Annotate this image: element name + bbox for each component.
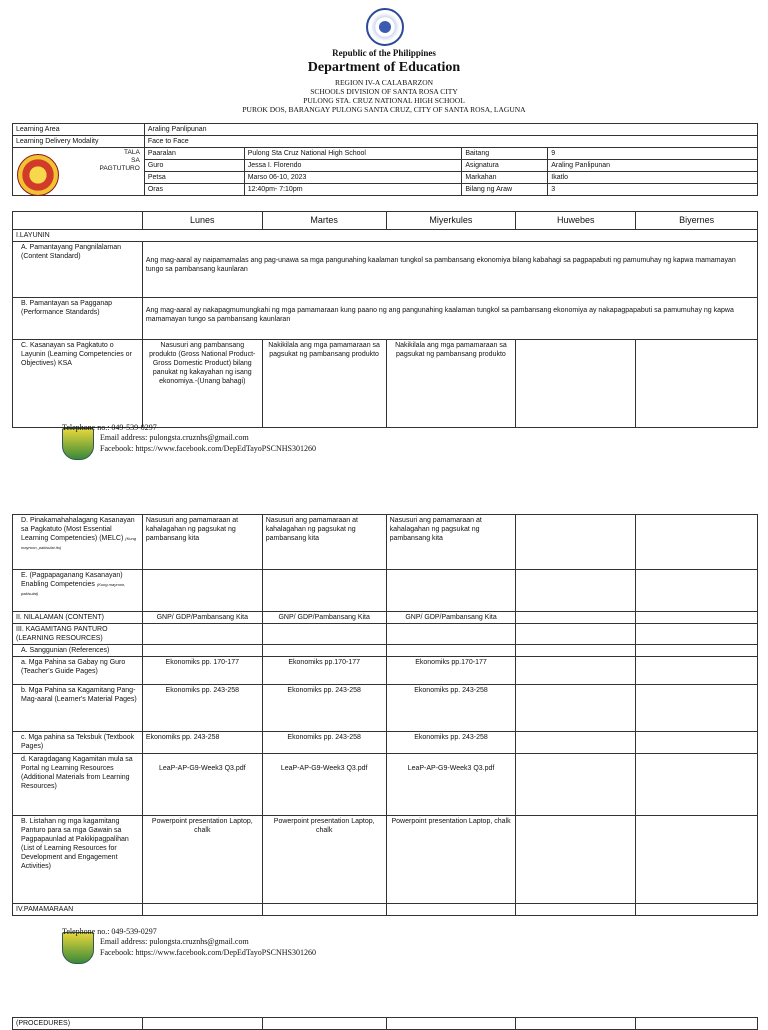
footer-facebook-2: Facebook: https://www.facebook.com/DepEdTayoPSCNHS301260 <box>100 948 317 957</box>
paaralan-value: Pulong Sta Cruz National High School <box>244 148 462 160</box>
guro-label: Guro <box>144 160 244 172</box>
footer-email-2: Email address: pulongsta.cruznhs@gmail.com <box>100 937 249 946</box>
division-line: SCHOOLS DIVISION OF SANTA ROSA CITY <box>310 87 458 96</box>
kagamitan-label: III. KAGAMITANG PANTURO (LEARNING RESOURCES) <box>13 624 143 645</box>
teachers-guide-martes: Ekonomiks pp.170-177 <box>262 657 386 685</box>
textbook-miyerkules: Ekonomiks pp. 243-258 <box>386 732 516 754</box>
additional-materials-lunes: LeaP-AP-G9-Week3 Q3.pdf <box>142 754 262 816</box>
competencies-label: C. Kasanayan sa Pagkatuto o Layunin (Learning Competencies or Objectives) KSA <box>13 340 143 428</box>
day-header-huwebes: Huwebes <box>516 212 636 230</box>
additional-materials-miyerkules: LeaP-AP-G9-Week3 Q3.pdf <box>386 754 516 816</box>
deped-seal <box>366 8 404 46</box>
teachers-guide-miyerkules: Ekonomiks pp.170-177 <box>386 657 516 685</box>
department-title: Department of Education <box>307 60 461 75</box>
teachers-guide-label: a. Mga Pahina sa Gabay ng Guro (Teacher's Guide Pages) <box>13 657 143 685</box>
oras-value: 12:40pm- 7:10pm <box>244 184 462 196</box>
learning-area-label: Learning Area <box>13 124 145 136</box>
melc-martes: Nasusuri ang pamamaraan at kahalagahan ng pagsukat ng pambansang kita <box>262 515 386 570</box>
bilang-value: 3 <box>548 184 758 196</box>
lesson-table-1 <box>12 211 758 428</box>
lesson-table-2 <box>12 514 758 916</box>
learners-material-martes: Ekonomiks pp. 243-258 <box>262 685 386 732</box>
resources-list-martes: Powerpoint presentation Laptop, chalk <box>262 816 386 904</box>
footer-telephone: Telephone no.: 049-539-0297 <box>62 423 157 432</box>
content-standard-text: Ang mag-aaral ay naipamamalas ang pag-unawa sa mga pangunahing kaalaman tungkol sa pambansang ekonomiya bilang kabahagi sa pagpapabuti ng pamumuhay ng kapwa mamamayan tungo sa pambansang kaunlaran <box>142 242 757 298</box>
resources-list-label: B. Listahan ng mga kagamitang Panturo para sa mga Gawain sa Pagpapaunlad at Pakikipagpalihan (List of Learning Resources for Development and Engagement Activities) <box>13 816 143 904</box>
footer-email: Email address: pulongsta.cruznhs@gmail.com <box>100 433 249 442</box>
competencies-miyerkules: Nakikilala ang mga pamamaraan sa pagsukat ng pambansang produkto <box>386 340 516 428</box>
nilalaman-lunes: GNP/ GDP/Pambansang Kita <box>142 612 262 624</box>
markahan-label: Markahan <box>462 172 548 184</box>
asignatura-label: Asignatura <box>462 160 548 172</box>
nilalaman-miyerkules: GNP/ GDP/Pambansang Kita <box>386 612 516 624</box>
competencies-biyernes <box>636 340 758 428</box>
learning-area-value: Araling Panlipunan <box>144 124 757 136</box>
melc-lunes: Nasusuri ang pamamaraan at kahalagahan ng pagsukat ng pambansang kita <box>142 515 262 570</box>
additional-materials-label: d. Karagdagang Kagamitan mula sa Portal ng Learning Resources (Additional Materials from Learning Resources) <box>13 754 143 816</box>
petsa-value: Marso 06-10, 2023 <box>244 172 462 184</box>
baitang-value: 9 <box>548 148 758 160</box>
teachers-guide-lunes: Ekonomiks pp. 170-177 <box>142 657 262 685</box>
guro-value: Jessa I. Florendo <box>244 160 462 172</box>
layunin-heading: I.LAYUNIN <box>13 230 758 242</box>
textbook-label: c. Mga pahina sa Teksbuk (Textbook Pages) <box>13 732 143 754</box>
school-line: PULONG STA. CRUZ NATIONAL HIGH SCHOOL <box>303 96 465 105</box>
day-header-lunes: Lunes <box>142 212 262 230</box>
address-line: PUROK DOS, BARANGAY PULONG SANTA CRUZ, CITY OF SANTA ROSA, LAGUNA <box>242 105 526 114</box>
learners-material-miyerkules: Ekonomiks pp. 243-258 <box>386 685 516 732</box>
content-standard-label: A. Pamantayang Pangnilalaman (Content Standard) <box>13 242 143 298</box>
melc-miyerkules: Nasusuri ang pamamaraan at kahalagahan ng pagsukat ng pambansang kita <box>386 515 516 570</box>
markahan-value: Ikatlo <box>548 172 758 184</box>
day-header-martes: Martes <box>262 212 386 230</box>
enabling-label: E. (Pagpapaganang Kasanayan) Enabling Competencies (Kung mayroon, pakisulat) <box>13 570 143 612</box>
learners-material-label: b. Mga Pahina sa Kagamitang Pang-Mag-aaral (Learner's Material Pages) <box>13 685 143 732</box>
competencies-huwebes <box>516 340 636 428</box>
paaralan-label: Paaralan <box>144 148 244 160</box>
procedures-label: (PROCEDURES) <box>13 1018 143 1030</box>
nilalaman-martes: GNP/ GDP/Pambansang Kita <box>262 612 386 624</box>
modality-label: Learning Delivery Modality <box>13 136 145 148</box>
modality-value: Face to Face <box>144 136 757 148</box>
republic-line: Republic of the Philippines <box>332 48 436 58</box>
region-line: REGION IV-A CALABARZON <box>334 78 434 87</box>
footer-telephone-2: Telephone no.: 049-539-0297 <box>62 927 157 936</box>
competencies-lunes: Nasusuri ang pambansang produkto (Gross National Product-Gross Domestic Product) bilang panukat ng kakayahan ng isang ekonomiya.-(Unang bahagi) <box>142 340 262 428</box>
asignatura-value: Araling Panlipunan <box>548 160 758 172</box>
sanggunian-label: A. Sanggunian (References) <box>13 645 143 657</box>
day-header-biyernes: Biyernes <box>636 212 758 230</box>
additional-materials-martes: LeaP-AP-G9-Week3 Q3.pdf <box>262 754 386 816</box>
school-logo <box>17 154 59 196</box>
nilalaman-label: II. NILALAMAN (CONTENT) <box>13 612 143 624</box>
competencies-martes: Nakikilala ang mga pamamaraan sa pagsukat ng pambansang produkto <box>262 340 386 428</box>
footer-facebook: Facebook: https://www.facebook.com/DepEdTayoPSCNHS301260 <box>100 444 317 453</box>
melc-label: D. Pinakamahahalagang Kasanayan sa Pagkatuto (Most Essential Learning Competencies) (MELC) (Kung mayroon, pakisulat ito) <box>13 515 143 570</box>
learners-material-lunes: Ekonomiks pp. 243-258 <box>142 685 262 732</box>
performance-standard-label: B. Pamantayan sa Pagganap (Performance Standards) <box>13 298 143 340</box>
day-header-miyerkules: Miyerkules <box>386 212 516 230</box>
tala-label: TALA SA PAGTUTURO <box>99 149 140 172</box>
pamamaraan-label: IV.PAMAMARAAN <box>13 904 143 916</box>
info-table <box>12 123 758 196</box>
day-header-empty <box>13 212 143 230</box>
textbook-lunes: Ekonomiks pp. 243-258 <box>142 732 262 754</box>
resources-list-miyerkules: Powerpoint presentation Laptop, chalk <box>386 816 516 904</box>
days-header-row <box>13 212 758 230</box>
school-logo-cell <box>13 148 145 196</box>
baitang-label: Baitang <box>462 148 548 160</box>
bilang-label: Bilang ng Araw <box>462 184 548 196</box>
performance-standard-text: Ang mag-aaral ay nakapagmumungkahi ng mga pamamaraan kung paano ng ang pangunahing kaalaman tungkol sa pambansang ekonomiya ay nakapagpapabuti sa pamumuhay ng kapwa mamamayan tungo sa pambansang kaunlaran <box>142 298 757 340</box>
petsa-label: Petsa <box>144 172 244 184</box>
oras-label: Oras <box>144 184 244 196</box>
resources-list-lunes: Powerpoint presentation Laptop, chalk <box>142 816 262 904</box>
textbook-martes: Ekonomiks pp. 243-258 <box>262 732 386 754</box>
